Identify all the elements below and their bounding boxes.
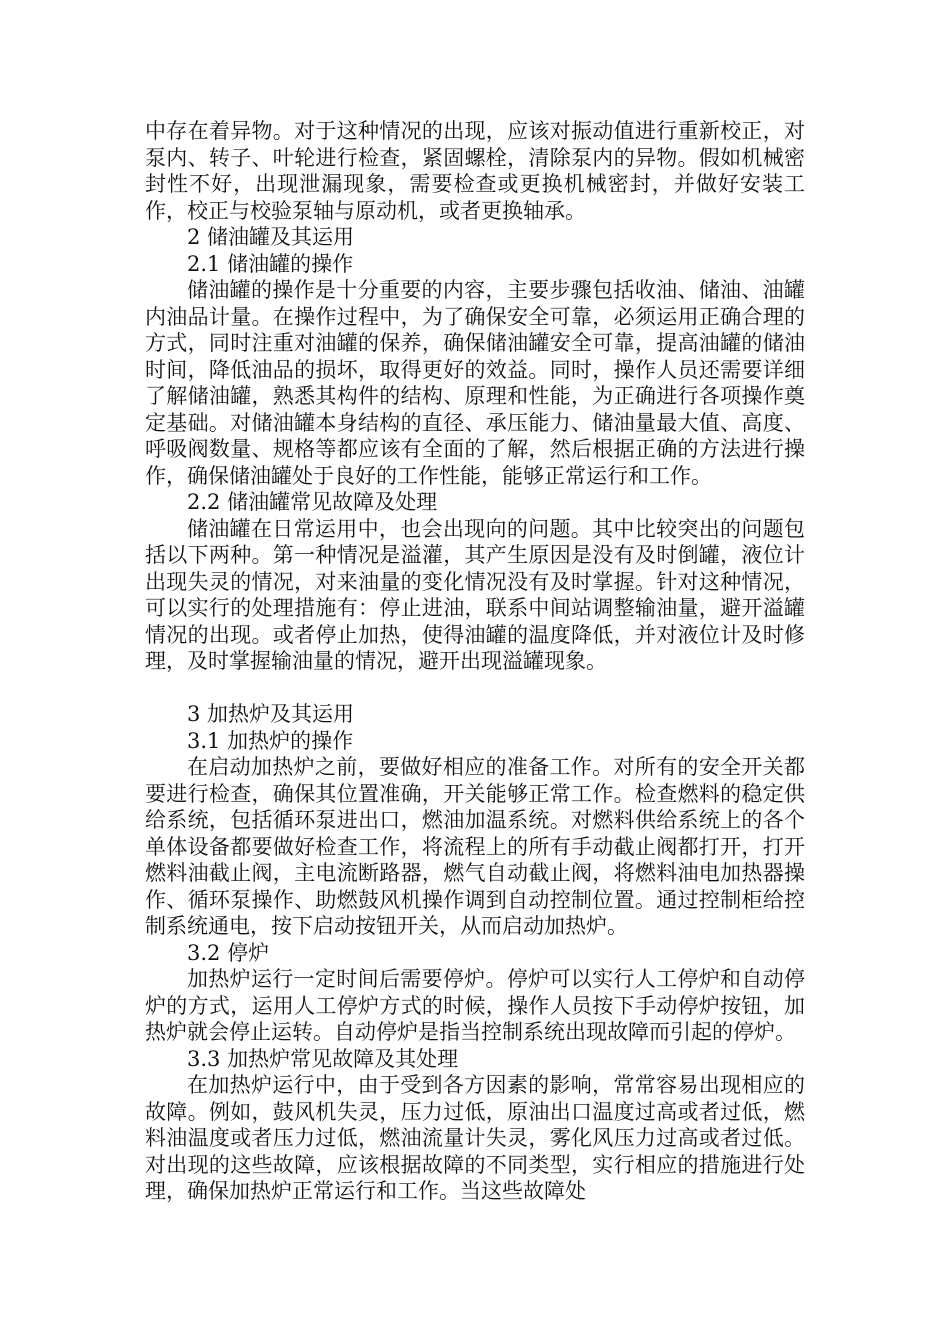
document-page bbox=[145, 118, 805, 1205]
section-3-2-body: 加热炉运行一定时间后需要停炉。停炉可以实行人工停炉和自动停炉的方式，运用人工停炉方式的时候，操作人员按下手动停炉按钮，加热炉就会停止运转。自动停炉是指当控制系统出现故障而引起的停炉。 bbox=[145, 967, 805, 1044]
section-3-heading: 3 加热炉及其运用 bbox=[187, 702, 355, 726]
section-2-1-heading: 2.1 储油罐的操作 bbox=[187, 251, 354, 276]
section-2-1-body: 储油罐的操作是十分重要的内容，主要步骤包括收油、储油、油罐内油品计量。在操作过程中，为了确保安全可靠，必须运用正确合理的方式，同时注重对油罐的保养，确保储油罐安全可靠，提高油罐的储油时间，降低油品的损坏，取得更好的效益。同时，操作人员还需要详细了解储油罐，熟悉其构件的结构、原理和性能，为正确进行各项操作奠定基础。对储油罐本身结构的直径、承压能力、储油量最大值、高度、呼吸阀数量、规格等都应该有全面的了解，然后根据正确的方法进行操作，确保储油罐处于良好的工作性能，能够正常运行和工作。 bbox=[145, 278, 805, 488]
section-3-3-heading: 3.3 加热炉常见故障及其处理 bbox=[187, 1046, 459, 1071]
section-2-2-body: 储油罐在日常运用中，也会出现向的问题。其中比较突出的问题包括以下两种。第一种情况是溢灌，其产生原因是没有及时倒罐，液位计出现失灵的情况，对来油量的变化情况没有及时掌握。针对这种情况，可以实行的处理措施有：停止进油，联系中间站调整输油量，避开溢罐情况的出现。或者停止加热，使得油罐的温度降低，并对液位计及时修理，及时掌握输油量的情况，避开出现溢罐现象。 bbox=[145, 516, 805, 673]
section-3-2-heading: 3.2 停炉 bbox=[187, 940, 270, 965]
section-3-3-body: 在加热炉运行中，由于受到各方因素的影响，常常容易出现相应的故障。例如，鼓风机失灵，压力过低，原油出口温度过高或者过低，燃料油温度或者压力过低，燃油流量计失灵，雾化风压力过高或者过低。对出现的这些故障，应该根据故障的不同类型，实行相应的措施进行处理，确保加热炉正常运行和工作。当这些故障处 bbox=[145, 1073, 805, 1203]
section-3-1-body: 在启动加热炉之前，要做好相应的准备工作。对所有的安全开关都要进行检查，确保其位置准确，开关能够正常工作。检查燃料的稳定供给系统，包括循环泵进出口，燃油加温系统。对燃料供给系统上的各个单体设备都要做好检查工作，将流程上的所有手动截止阀都打开，打开燃料油截止阀，主电流断路器，燃气自动截止阀，将燃料油电加热器操作、循环泵操作、助燃鼓风机操作调到自动控制位置。通过控制柜给控制系统通电，按下启动按钮开关，从而启动加热炉。 bbox=[145, 755, 805, 938]
section-2-2-heading: 2.2 储油罐常见故障及处理 bbox=[187, 490, 438, 514]
continuation-paragraph: 中存在着异物。对于这种情况的出现，应该对振动值进行重新校正，对泵内、转子、叶轮进行检查，紧固螺栓，清除泵内的异物。假如机械密封性不好，出现泄漏现象，需要检查或更换机械密封，并做好安装工作，校正与校验泵轴与原动机，或者更换轴承。 bbox=[145, 119, 805, 223]
paragraph-gap bbox=[145, 675, 805, 702]
section-3-1-heading: 3.1 加热炉的操作 bbox=[187, 728, 354, 753]
section-2-heading: 2 储油罐及其运用 bbox=[187, 225, 355, 249]
